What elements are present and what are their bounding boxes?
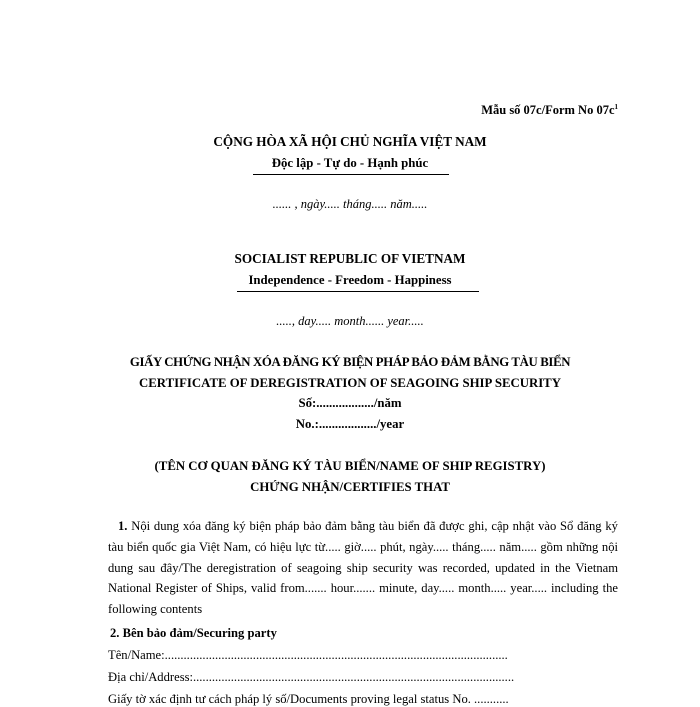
en-date-line: ....., day..... month...... year..... [276, 314, 424, 328]
vn-country-name: CỘNG HÒA XÃ HỘI CHỦ NGHĨA VIỆT NAM [213, 134, 487, 149]
en-country-name: SOCIALIST REPUBLIC OF VIETNAM [234, 251, 466, 266]
vn-date-line: ...... , ngày..... tháng..... năm..... [272, 197, 428, 211]
vn-motto-underline [253, 174, 449, 175]
securing-party-address-line: Địa chỉ/Address:...................................................................................................... [108, 670, 515, 684]
certificate-number-en: No.:................../year [295, 417, 405, 431]
title-en: CERTIFICATE OF DEREGISTRATION OF SEAGOING SHIP SECURITY [139, 376, 561, 390]
vn-motto: Độc lập - Tự do - Hạnh phúc [271, 156, 429, 170]
securing-party-documents-line: Giấy tờ xác định tư cách pháp lý số/Documents proving legal status No. ........... [108, 692, 509, 706]
registry-name: (TÊN CƠ QUAN ĐĂNG KÝ TÀU BIỂN/NAME OF SHIP REGISTRY) [154, 459, 546, 473]
certifies-heading: CHỨNG NHẬN/CERTIFIES THAT [250, 480, 450, 494]
en-motto: Independence - Freedom - Happiness [248, 273, 452, 287]
form-number: Mẫu số 07c/Form No $07c^1$ [481, 102, 618, 117]
section-1-paragraph [108, 516, 618, 620]
securing-party-name-line: Tên/Name:............................................................................................................. [108, 648, 508, 662]
en-motto-underline [237, 291, 479, 292]
title-vn: GIẤY CHỨNG NHẬN XÓA ĐĂNG KÝ BIỆN PHÁP BẢO ĐẢM BẰNG TÀU BIỂN [129, 355, 571, 369]
certificate-number-vn: Số:................../năm [298, 396, 402, 410]
section-2-heading: 2. Bên bảo đảm/Securing party [110, 626, 277, 640]
section-1-text: Nội dung xóa đăng ký biện pháp bảo đảm bằng tàu biển đã được ghi, cập nhật vào Sổ đăng ký tàu biển quốc gia Việt Nam, có hiệu lực từ..... giờ..... phút, ngày..... tháng..... năm..... gồm những nội dung sau đây/The deregistration of seagoing ship security was recorded, updated in the Vietnam National Register of Ships, valid from....... hour....... minute, day..... month..... year..... including the following contents [108, 519, 618, 617]
section-1-number: 1. [118, 519, 128, 533]
form-number-footnote: 1 [614, 102, 618, 111]
